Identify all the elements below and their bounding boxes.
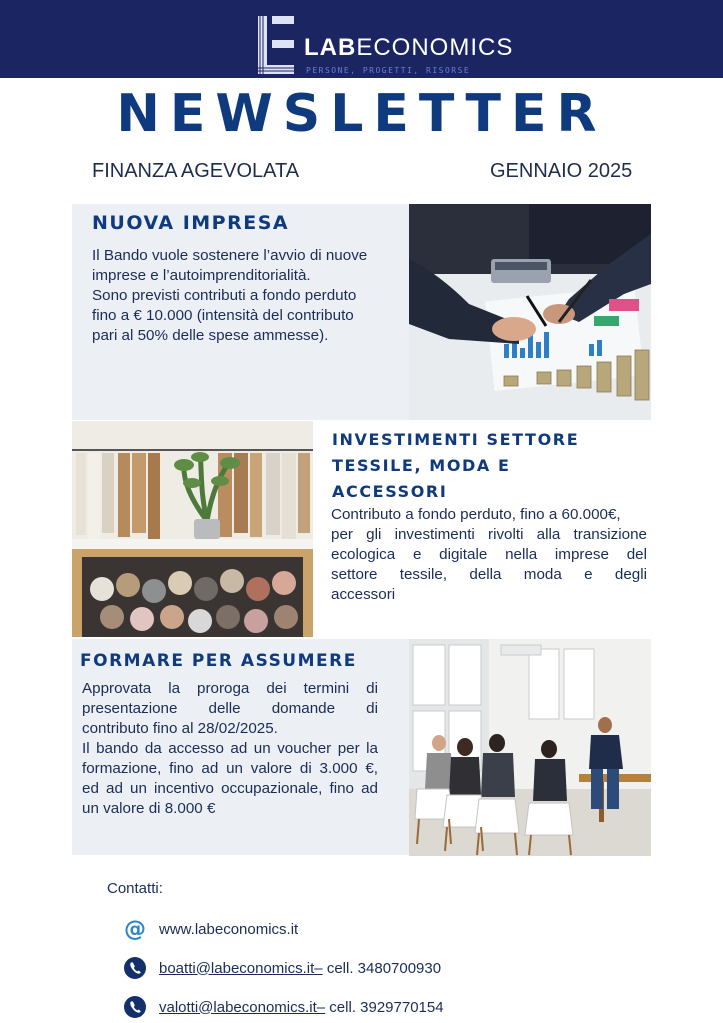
body-line: formazione, fino ad un valore di 3.000 €, [82, 760, 378, 777]
contacts-label: Contatti: [107, 880, 163, 897]
svg-text:@: @ [124, 918, 146, 940]
body-line: Approvata la proroga dei termini di [82, 680, 378, 697]
title-line: INVESTIMENTI SETTORE [332, 430, 580, 449]
body-line: settore tessile, della moda e degli [331, 566, 647, 583]
body-line: contributo fino al 28/02/2025. [82, 720, 278, 737]
body-line: Sono previsti contributi a fondo perduto [92, 287, 357, 304]
body-line: Il bando da accesso ad un voucher per la [82, 740, 378, 757]
body-line: presentazione delle domande di [82, 700, 378, 717]
section-body [331, 505, 647, 605]
title-line: ACCESSORI [332, 482, 448, 501]
phone-number: cell. 3929770154 [325, 998, 444, 1016]
phone-icon [124, 996, 146, 1018]
body-line: fino a € 10.000 (intensità del contributo [92, 307, 354, 324]
body-line: per gli investimenti rivolti alla transizione [331, 526, 647, 543]
section-body [82, 679, 378, 819]
body-line: un valore di 8.000 € [82, 800, 216, 817]
section-body [92, 246, 392, 346]
email-link[interactable]: valotti@labeconomics.it– [159, 998, 326, 1016]
logo-mark-icon [258, 16, 294, 74]
textile-shop-photo [72, 421, 313, 637]
section-title: NUOVA IMPRESA [92, 212, 290, 234]
category-label: FINANZA AGEVOLATA [92, 160, 300, 182]
body-line: Contributo a fondo perduto, fino a 60.000€, [331, 506, 621, 523]
at-sign-icon [124, 918, 146, 940]
email-link[interactable]: boatti@labeconomics.it– [159, 959, 323, 977]
contact-website-row [124, 917, 298, 941]
body-line: imprese e l’autoimprenditorialità. [92, 267, 311, 284]
brand-name: LABECONOMICS [304, 34, 514, 61]
body-line: ed ad un incentivo occupazionale, fino ad [82, 780, 378, 797]
header-bar [0, 0, 723, 78]
section-title [332, 427, 632, 505]
contact-row [124, 956, 441, 980]
section-title: FORMARE PER ASSUMERE [80, 651, 357, 671]
phone-icon [124, 957, 146, 979]
brand-tagline: PERSONE, PROGETTI, RISORSE [306, 66, 471, 75]
body-line: accessori [331, 586, 396, 603]
contact-row [124, 995, 444, 1019]
title-line: TESSILE, MODA E [332, 456, 511, 475]
training-session-photo [409, 639, 651, 856]
body-line: ecologica e digitale nella imprese del [331, 546, 647, 563]
body-line: pari al 50% delle spese ammesse). [92, 327, 329, 344]
phone-number: cell. 3480700930 [322, 959, 442, 977]
issue-date: GENNAIO 2025 [490, 160, 633, 182]
body-line: Il Bando vuole sostenere l’avvio di nuove [92, 247, 368, 264]
newsletter-title: NEWSLETTER [116, 84, 607, 144]
business-meeting-photo [409, 204, 651, 420]
website-link[interactable]: www.labeconomics.it [159, 920, 299, 938]
